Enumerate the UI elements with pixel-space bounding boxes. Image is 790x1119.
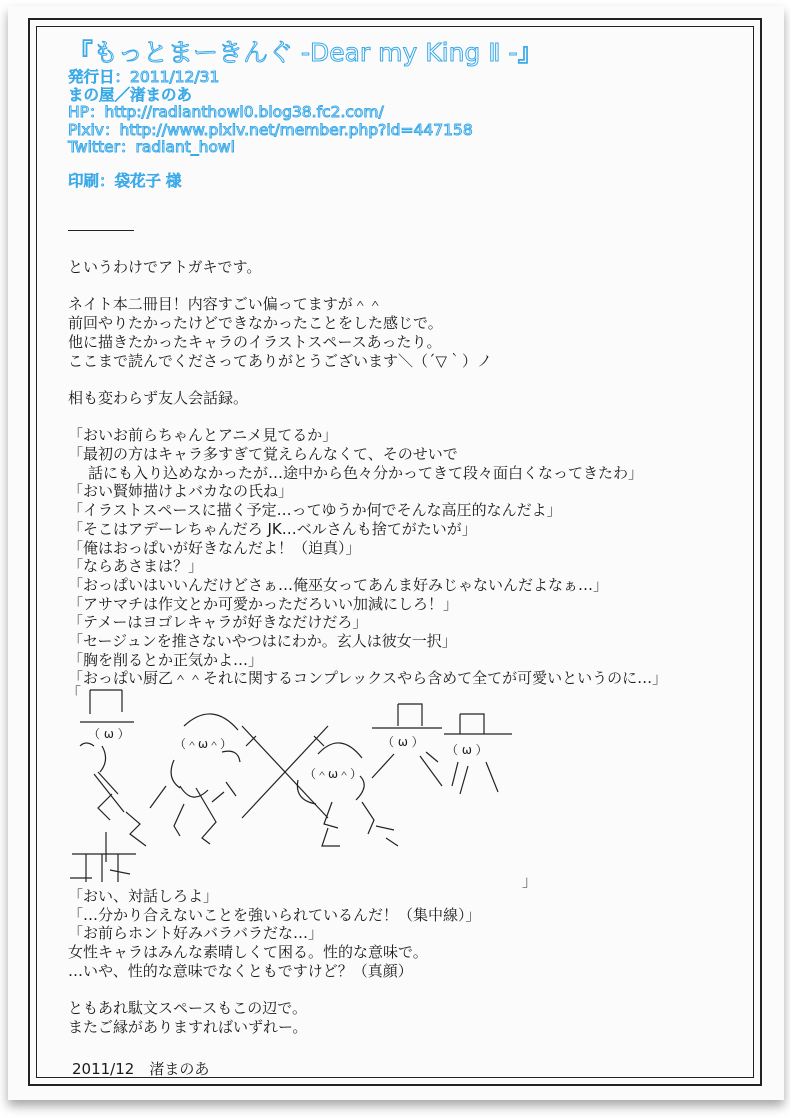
dialogue-line: 「おいお前らちゃんとアニメ見てるか」 <box>68 426 338 445</box>
aa-hat-left <box>80 690 134 722</box>
closing-block <box>68 887 748 1037</box>
intro-line: というわけでアトガキです。 <box>68 258 262 276</box>
dialogue-line: 「俺はおっぱいが好きなんだよ！（迫真）」 <box>68 538 361 557</box>
twitter-handle: Twitter：radiant_howl <box>68 138 235 156</box>
comment-line: …いや、性的な意味でなくともですけど？（真顔） <box>68 961 413 980</box>
divider-rule <box>68 230 134 231</box>
dialogue-line: 「おっぱい厨乙＾＾それに関するコンプレックスやら含めて全てが可愛いというのに…」 <box>68 669 668 688</box>
printer-credit: 印刷：袋花子 様 <box>68 171 182 190</box>
homepage-url: HP：http://radianthowl0.blog38.fc2.com/ <box>68 103 384 121</box>
pixiv-url: Pixiv：http://www.pixiv.net/member.php?id=447158 <box>68 120 473 139</box>
issue-date: 発行日：2011/12/31 <box>68 68 220 86</box>
dialogue-line: 「テメーはヨゴレキャラが好きなだけだろ」 <box>68 613 368 632</box>
aa-face: （ ω ） <box>382 735 424 749</box>
para2-line: 相も変わらず友人会話録。 <box>68 388 249 407</box>
signature-line: 2011/12 渚まのあ <box>72 1060 210 1078</box>
dialogue-line: 「お前らホント好みバラバラだな…」 <box>68 924 324 943</box>
dialogue-line: 「イラストスペースに描く予定…ってゆうか何でそんな高圧的なんだよ」 <box>68 501 562 520</box>
afterword-body <box>68 258 748 688</box>
dialogue-line: 話にも入り込めなかったが…途中から色々分かってきて段々面白くなってきたわ」 <box>88 463 644 482</box>
dialogue-line: 「おい賢姉描けよバカなの氏ね」 <box>68 482 294 501</box>
dialogue-line: 「おい、対話しろよ」 <box>68 887 219 905</box>
aa-figure-center-right <box>297 743 398 846</box>
aa-open-bracket: 「 <box>66 684 82 702</box>
ascii-art-fight-illustration <box>66 682 746 890</box>
closing-line: ともあれ駄文スペースもこの辺で。 <box>68 999 307 1018</box>
dialogue-line: 「アサマチは作文とか可愛かっただろいい加減にしろ！」 <box>68 594 459 613</box>
dialogue-line: 「胸を削るとか正気かよ…」 <box>68 650 264 669</box>
aa-figure-far-right <box>452 762 498 794</box>
para1-line: 前回やりたかったけどできなかったことをした感じで。 <box>68 314 443 333</box>
aa-face: （＾ω＾） <box>174 737 233 751</box>
para1-line: ここまで読んでくださってありがとうございます＼（´▽｀）ノ <box>68 351 493 370</box>
dialogue-line: 「…分かり合えないことを強いられているんだ！（集中線）」 <box>68 905 481 924</box>
aa-face: （ ω ） <box>88 727 130 741</box>
aa-tophat-right <box>372 704 442 728</box>
dialogue-line: 「最初の方はキャラ多すぎて覚えらんなくて、そのせいで <box>68 444 458 463</box>
para1-line: 他に描きたかったキャラのイラストスペースあったり。 <box>68 332 442 351</box>
closing-line: またご縁がありますればいずれー。 <box>68 1017 308 1036</box>
aa-face: （＾ω＾） <box>304 767 363 781</box>
dialogue-line: 「おっぱいはいいんだけどさぁ…俺巫女ってあんま好みじゃないんだよなぁ…」 <box>68 575 609 594</box>
aa-face: （ ω ） <box>446 743 488 757</box>
aa-figure-center-left <box>150 714 240 844</box>
aa-figure-right <box>372 752 442 786</box>
dialogue-line: 「ならあさまは？」 <box>68 557 204 576</box>
colophon-block <box>68 36 543 190</box>
para1-line: ネイト本二冊目！内容すごい偏ってますが＾＾ <box>68 295 383 314</box>
comment-line: 女性キャラはみんな素晴しくて困る。性的な意味で。 <box>68 943 428 962</box>
aa-figure-left <box>70 743 146 882</box>
dialogue-line: 「そこはアデーレちゃんだろ JK…ベルさんも捨てがたいが」 <box>68 519 477 538</box>
book-title: 『もっとまーきんぐ -Dear my King Ⅱ -』 <box>68 38 543 67</box>
dialogue-line: 「セージュンを推さないやつはにわか。玄人は彼女一択」 <box>68 632 457 651</box>
aa-tophat-far-right <box>444 714 512 734</box>
aa-close-bracket: 」 <box>522 872 538 890</box>
circle-name: まの屋／渚まのあ <box>68 85 193 104</box>
